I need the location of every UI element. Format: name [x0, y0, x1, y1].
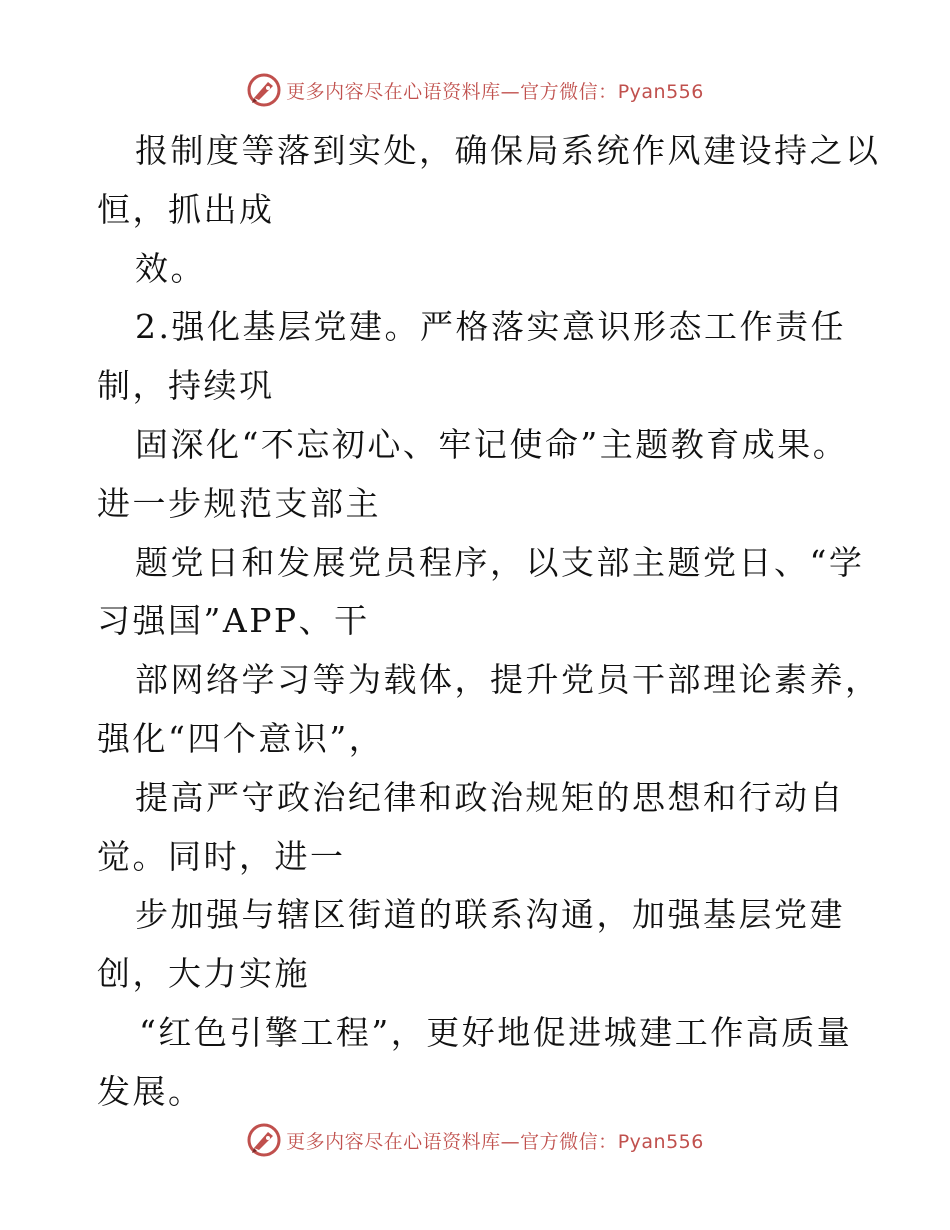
- text-line: 习强国”APP、干: [97, 601, 370, 641]
- text-line: 进一步规范支部主: [97, 483, 381, 523]
- header-wechat-label: 官方微信：: [520, 80, 618, 103]
- text-line: 报制度等落到实处，确保局系统作风建设持之以: [135, 131, 881, 170]
- footer-wechat-id: Pyan556: [617, 1130, 704, 1153]
- header-banner-text: [286, 77, 704, 104]
- text-line: 制，持续巩: [97, 366, 275, 406]
- header-dash: —: [500, 80, 521, 103]
- header-site-text: 更多内容尽在心语资料库: [286, 80, 501, 103]
- footer-wechat-label: 官方微信：: [520, 1130, 618, 1153]
- footer-banner-text: [286, 1127, 704, 1154]
- text-line: 固深化“不忘初心、牢记使命”主题教育成果。: [135, 424, 849, 464]
- header-wechat-id: Pyan556: [617, 80, 704, 103]
- text-line: 效。: [135, 248, 206, 288]
- text-line: 题党日和发展党员程序，以支部主题党日、“学: [135, 542, 865, 582]
- text-line: 步加强与辖区街道的联系沟通，加强基层党建: [135, 895, 845, 935]
- text-line: 部网络学习等为载体，提升党员干部理论素养，: [135, 660, 881, 700]
- document-body: [97, 122, 881, 1122]
- footer-dash: —: [500, 1130, 521, 1153]
- footer-site-text: 更多内容尽在心语资料库: [286, 1130, 501, 1153]
- text-line: 觉。同时，进一: [97, 836, 346, 876]
- text-line: 恒，抓出成: [97, 189, 275, 229]
- pen-nib-logo-icon: [246, 72, 282, 108]
- text-line: 提高严守政治纪律和政治规矩的思想和行动自: [135, 777, 845, 817]
- text-line: “红色引擎工程”，更好地促进城建工作高质量: [139, 1012, 853, 1052]
- text-line: 2.强化基层党建。严格落实意识形态工作责任: [135, 307, 846, 347]
- footer-banner: [0, 1120, 950, 1160]
- pen-nib-logo-icon: [246, 1122, 282, 1158]
- text-line: 强化“四个意识”，: [97, 718, 385, 758]
- text-line: 创，大力实施: [97, 954, 310, 994]
- header-banner: [0, 70, 950, 110]
- text-line: 发展。: [97, 1071, 204, 1111]
